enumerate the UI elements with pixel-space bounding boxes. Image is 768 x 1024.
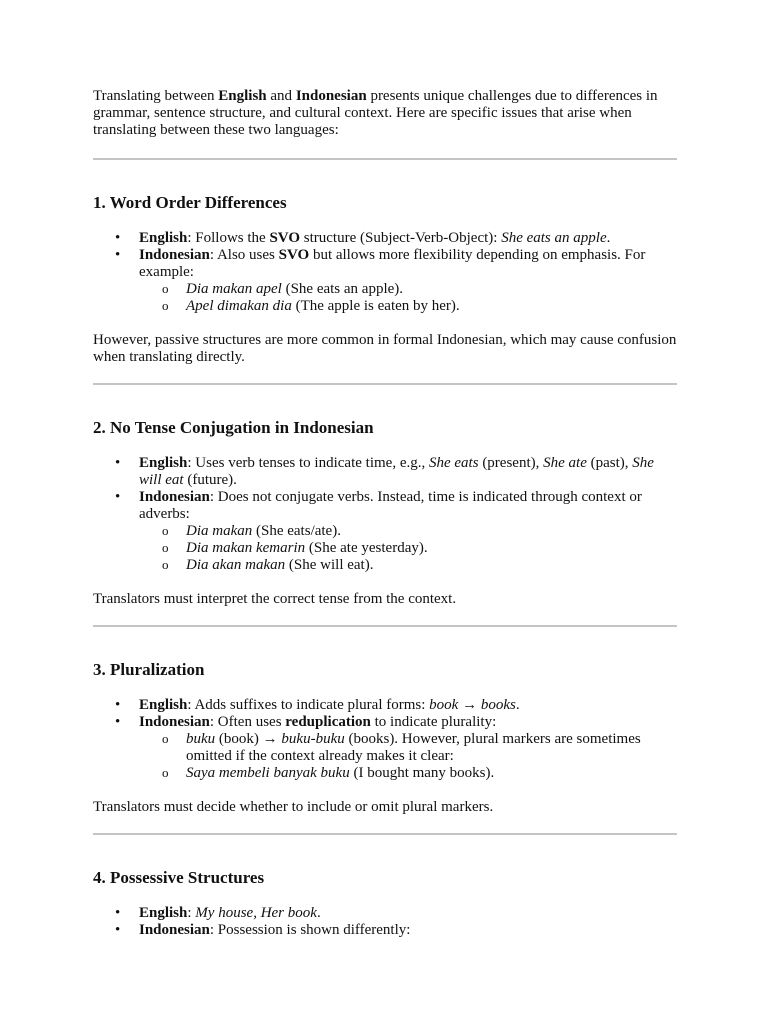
example-text: Dia makan [186, 523, 253, 539]
document-body [93, 88, 677, 939]
term-label: Indonesian [139, 489, 210, 505]
section-paragraph: Translators must interpret the correct tense from the context. [93, 591, 457, 607]
section-paragraph: Translators must decide whether to include or omit plural markers. [93, 799, 494, 815]
bold-text: reduplication [285, 714, 371, 730]
term-label: English [139, 697, 188, 713]
item-text: . [606, 230, 611, 246]
example-text: She ate [543, 455, 587, 471]
term-label: English [139, 230, 188, 246]
item-text: but allows more flexibility depending on emphasis. For example: [139, 247, 646, 280]
section-heading-tense: 2. No Tense Conjugation in Indonesian [93, 418, 374, 437]
item-text: (She eats an apple). [281, 281, 404, 297]
sub-list-item [186, 765, 677, 782]
item-text: : Often uses [209, 714, 286, 730]
list-item [139, 489, 677, 574]
term-label: English [139, 905, 188, 921]
list-item [139, 455, 677, 489]
section-paragraph: However, passive structures are more common in formal Indonesian, which may cause confusion when translating directly. [93, 332, 677, 365]
item-text: (The apple is eaten by her). [291, 298, 460, 314]
example-text: books [480, 697, 516, 713]
item-text: (I bought many books). [349, 765, 495, 781]
list-item [139, 905, 677, 922]
item-text: . [316, 905, 321, 921]
section-divider [93, 625, 677, 627]
item-text: (future). [183, 472, 237, 488]
example-text: Saya membeli banyak buku [186, 765, 350, 781]
bold-text: SVO [269, 230, 301, 246]
item-text: : Possession is shown differently: [209, 922, 411, 938]
example-text: My house, Her book [195, 905, 317, 921]
arrow-glyph: → [262, 731, 278, 747]
list-item [139, 922, 677, 939]
term-label: English [139, 455, 188, 471]
item-text: . [515, 697, 520, 713]
item-text: : Uses verb tenses to indicate time, e.g., [187, 455, 429, 471]
item-text: : [187, 905, 196, 921]
intro-bold-indonesian: Indonesian [295, 88, 367, 104]
list-item [139, 697, 677, 714]
item-text: : Does not conjugate verbs. Instead, time is indicated through context or adverbs: [139, 489, 642, 522]
bullet-list [93, 230, 677, 315]
bold-text: SVO [278, 247, 310, 263]
sub-list [139, 281, 677, 315]
example-text: buku [186, 731, 216, 747]
item-text: : Follows the [187, 230, 270, 246]
list-item [139, 714, 677, 782]
example-text: Dia makan kemarin [186, 540, 306, 556]
item-text: structure (Subject-Verb-Object): [300, 230, 502, 246]
intro-text: and [266, 88, 296, 104]
sub-list-item [186, 557, 677, 574]
sub-list-item [186, 298, 677, 315]
intro-text: Translating between [93, 88, 219, 104]
sub-list-item [186, 523, 677, 540]
example-text: book [429, 697, 459, 713]
example-text: She eats an apple [501, 230, 607, 246]
sub-list [139, 523, 677, 574]
intro-bold-english: English [218, 88, 267, 104]
item-text: : Also uses [209, 247, 279, 263]
intro-paragraph [93, 88, 677, 139]
item-text: (past), [586, 455, 633, 471]
term-label: Indonesian [139, 714, 210, 730]
item-text: (She will eat). [285, 557, 374, 573]
bullet-list [93, 905, 677, 939]
item-text: (She ate yesterday). [305, 540, 428, 556]
bullet-list [93, 455, 677, 574]
item-text: : Adds suffixes to indicate plural forms: [187, 697, 430, 713]
example-text: Apel dimakan dia [186, 298, 292, 314]
sub-list-item [186, 281, 677, 298]
list-item [139, 230, 677, 247]
example-text: buku-buku [281, 731, 345, 747]
item-text: (She eats/ate). [252, 523, 341, 539]
section-divider [93, 833, 677, 835]
example-text: She eats [428, 455, 479, 471]
term-label: Indonesian [139, 922, 210, 938]
example-text: Dia makan apel [186, 281, 282, 297]
sub-list [139, 731, 677, 782]
section-divider [93, 383, 677, 385]
arrow-glyph: → [458, 697, 481, 713]
item-text: (books). However, plural markers are sometimes omitted if the context already makes it clear: [186, 731, 641, 764]
section-heading-word-order: 1. Word Order Differences [93, 193, 287, 212]
term-label: Indonesian [139, 247, 210, 263]
bullet-list [93, 697, 677, 782]
list-item [139, 247, 677, 315]
example-text: She will eat [139, 455, 654, 488]
section-divider [93, 158, 677, 160]
item-text: (book) [215, 731, 263, 747]
item-text: (present), [478, 455, 544, 471]
example-text: Dia akan makan [186, 557, 286, 573]
sub-list-item [186, 540, 677, 557]
section-heading-pluralization: 3. Pluralization [93, 660, 205, 679]
item-text: to indicate plurality: [370, 714, 497, 730]
section-heading-possessive: 4. Possessive Structures [93, 868, 265, 887]
intro-text: presents unique challenges due to differences in grammar, sentence structure, and cultural context. Here are specific issues that arise when translating between these two languages: [93, 88, 658, 138]
sub-list-item [186, 731, 677, 765]
